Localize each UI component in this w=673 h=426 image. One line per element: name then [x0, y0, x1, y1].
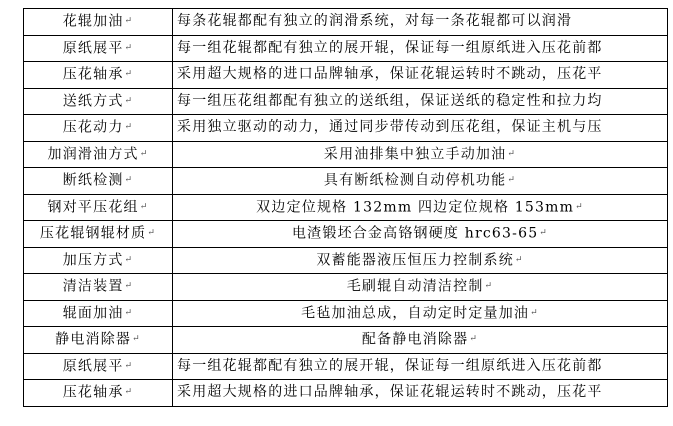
row-value-cell[interactable]	[173, 380, 668, 407]
row-label: 原纸展平	[62, 358, 124, 374]
row-value-cell[interactable]	[173, 274, 668, 301]
row-label: 压花轴承	[62, 384, 124, 401]
table-row	[24, 300, 668, 327]
row-label-cell[interactable]	[24, 274, 173, 301]
table-row	[24, 141, 668, 168]
row-value-cell[interactable]	[173, 115, 668, 142]
row-value: 每一组花辊都配有独立的展开辊，保证每一组原纸进入压花前都	[177, 39, 603, 56]
paragraph-mark: ↵	[124, 387, 134, 397]
row-label: 原纸展平	[62, 40, 124, 56]
row-label: 清洁装置	[62, 278, 124, 295]
row-value: 双边定位规格 132mm 四边定位规格 153mm	[256, 199, 575, 215]
row-value-cell[interactable]	[173, 194, 668, 221]
row-label-cell[interactable]	[24, 9, 173, 36]
table-row	[24, 380, 668, 407]
paragraph-mark: ↵	[575, 201, 584, 212]
paragraph-mark: ↵	[124, 254, 134, 265]
row-value: 采用独立驱动的动力，通过同步带传动到压花组，保证主机与压	[177, 119, 603, 136]
spec-table	[23, 8, 668, 407]
paragraph-mark: ↵	[530, 307, 539, 318]
row-value-cell[interactable]	[173, 35, 668, 62]
table-row	[24, 353, 668, 380]
row-value: 配备静电消除器	[361, 331, 469, 348]
paragraph-mark: ↵	[124, 69, 134, 79]
table-row	[24, 9, 668, 36]
table-row	[24, 168, 668, 195]
paragraph-mark: ↵	[507, 175, 517, 185]
row-value: 具有断纸检测自动停机功能	[323, 172, 507, 189]
row-label-cell[interactable]	[24, 115, 173, 142]
row-value-cell[interactable]	[173, 300, 668, 327]
row-label-cell[interactable]	[24, 35, 173, 62]
row-value: 电渣锻坯合金高铬钢硬度 hrc63-65	[291, 225, 539, 242]
row-label-cell[interactable]	[24, 327, 173, 354]
row-label: 花辊加油	[62, 13, 124, 30]
row-label-cell[interactable]	[24, 88, 173, 115]
table-row	[24, 274, 668, 301]
row-label-cell[interactable]	[24, 194, 173, 221]
row-value: 采用超大规格的进口品牌轴承，保证花辊运转时不跳动，压花平	[177, 384, 603, 401]
row-label: 静电消除器	[55, 331, 132, 348]
paragraph-mark: ↵	[139, 148, 149, 159]
row-label: 压花辊钢辊材质	[39, 225, 147, 242]
row-value: 毛毡加油总成，自动定时定量加油	[301, 305, 530, 321]
paragraph-mark: ↵	[507, 148, 517, 159]
paragraph-mark: ↵	[132, 334, 141, 344]
row-label: 加润滑油方式	[47, 146, 139, 162]
row-value-cell[interactable]	[173, 141, 668, 168]
row-label-cell[interactable]	[24, 141, 173, 168]
row-value-cell[interactable]	[173, 247, 668, 274]
row-value: 采用油排集中独立手动加油	[323, 146, 507, 162]
row-label-cell[interactable]	[24, 168, 173, 195]
paragraph-mark: ↵	[539, 228, 549, 238]
paragraph-mark: ↵	[484, 281, 494, 291]
table-row	[24, 62, 668, 89]
paragraph-mark: ↵	[124, 95, 134, 106]
row-label-cell[interactable]	[24, 221, 173, 248]
paragraph-mark: ↵	[469, 334, 479, 344]
row-value: 毛刷辊自动清洁控制	[346, 278, 484, 295]
row-label: 加压方式	[62, 252, 124, 268]
row-label-cell[interactable]	[24, 247, 173, 274]
row-value: 每一组花辊都配有独立的展开辊，保证每一组原纸进入压花前都	[177, 357, 603, 374]
paragraph-mark: ↵	[124, 175, 134, 185]
paragraph-mark: ↵	[124, 360, 134, 371]
row-value-cell[interactable]	[173, 9, 668, 36]
row-value-cell[interactable]	[173, 168, 668, 195]
table-row	[24, 35, 668, 62]
paragraph-mark: ↵	[124, 281, 134, 291]
row-label: 辊面加油	[62, 305, 124, 321]
row-label: 压花动力	[62, 119, 124, 136]
row-value-cell[interactable]	[173, 221, 668, 248]
table-row	[24, 115, 668, 142]
paragraph-mark: ↵	[124, 307, 134, 318]
row-value-cell[interactable]	[173, 88, 668, 115]
row-value: 采用超大规格的进口品牌轴承，保证花辊运转时不跳动，压花平	[177, 66, 603, 83]
row-label-cell[interactable]	[24, 62, 173, 89]
table-row	[24, 327, 668, 354]
row-value: 每条花辊都配有独立的润滑系统，对每一条花辊都可以润滑	[177, 13, 573, 30]
paragraph-mark: ↵	[514, 254, 524, 265]
row-label: 钢对平压花组	[47, 199, 139, 215]
paragraph-mark: ↵	[124, 42, 134, 53]
row-value-cell[interactable]	[173, 327, 668, 354]
table-row	[24, 247, 668, 274]
row-label: 送纸方式	[62, 93, 124, 109]
row-label-cell[interactable]	[24, 300, 173, 327]
row-value: 每一组压花组都配有独立的送纸组，保证送纸的稳定性和拉力均	[177, 92, 603, 109]
row-value-cell[interactable]	[173, 353, 668, 380]
paragraph-mark: ↵	[147, 228, 157, 238]
table-row	[24, 221, 668, 248]
paragraph-mark: ↵	[124, 122, 134, 132]
spec-table-body	[24, 9, 668, 407]
row-value: 双蓄能器液压恒压力控制系统	[316, 252, 514, 268]
paragraph-mark: ↵	[124, 16, 134, 26]
row-label-cell[interactable]	[24, 353, 173, 380]
row-label-cell[interactable]	[24, 380, 173, 407]
row-value-cell[interactable]	[173, 62, 668, 89]
table-row	[24, 88, 668, 115]
row-label: 压花轴承	[62, 66, 124, 83]
paragraph-mark: ↵	[139, 201, 149, 212]
table-row	[24, 194, 668, 221]
row-label: 断纸检测	[62, 172, 124, 189]
